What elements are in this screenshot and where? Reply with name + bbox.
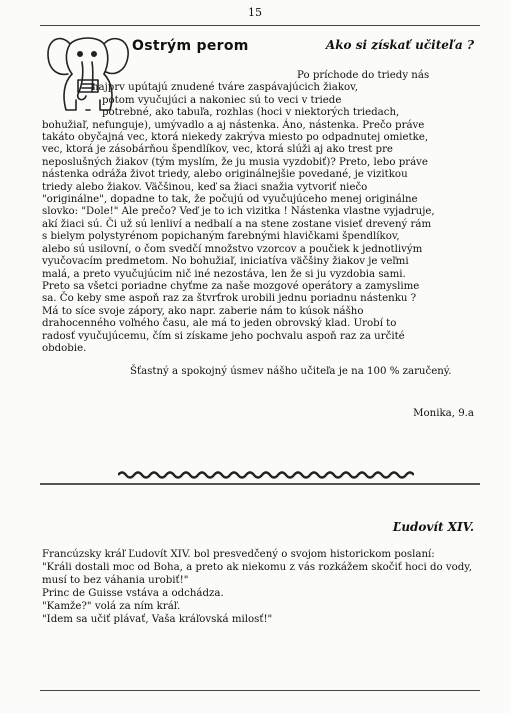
body-line: Preto sa všetci poriadne chyťme za naše mozgové operátory a zamyslime: [42, 280, 420, 292]
article2-paragraph: "Idem sa učiť plávať, Vaša kráľovská milosť!": [42, 614, 273, 625]
column-name: Ostrým perom: [132, 38, 249, 54]
body-line: potom vyučujúci a nakoniec sú to veci v triede: [102, 94, 342, 106]
article2-paragraph: "Kamže?" volá za ním kráľ.: [42, 601, 181, 612]
body-line: takáto obyčajná vec, ktorá niekedy zakrýva miesto po odpadnutej omietke,: [42, 132, 429, 144]
body-line: triedy alebo žiakov. Väčšinou, keď sa žiaci snažia vytvoriť niečo: [42, 181, 368, 193]
body-line: alebo sú usilovní, o čom svedčí množstvo vzorcov a poučiek k jednotlivým: [42, 243, 423, 255]
article2-body: [42, 548, 488, 626]
body-line: akí žiaci sú. Či už sú lenliví a nedbalí a na stene zostane visieť drevený rám: [42, 218, 432, 230]
top-rule: [40, 25, 480, 26]
body-line: slovko: "Dole!" Ale prečo? Veď je to ich vizitka ! Nástenka vlastne vyjadruje,: [42, 206, 435, 218]
wavy-divider: [118, 469, 414, 481]
body-line: s bielym polystyrénom popichaným farebnými hlavičkami špendlíkov,: [42, 231, 400, 243]
page-number: 15: [248, 6, 262, 19]
bottom-rule: [40, 690, 480, 691]
body-line: Má to síce svoje zápory, ako napr. zaberie nám to kúsok nášho: [42, 305, 364, 317]
article2-paragraph: Princ de Guisse vstáva a odchádza.: [42, 588, 224, 599]
body-line: najprv upútajú znudené tváre zaspávajúcich žiakov,: [92, 82, 358, 94]
section-rule: [40, 483, 480, 485]
article2-paragraph: Francúzsky kráľ Ľudovít XIV. bol presvedčený o svojom historickom poslaní:: [42, 549, 435, 560]
body-line: "originálne", dopadne to tak, že počujú od vyučujúceho menej originálne: [42, 194, 418, 206]
body-line: Po príchode do triedy nás: [297, 70, 430, 81]
body-line: malá, a preto vyučujúcim nič iné nezostáva, len že si ju vyzdobia sami.: [42, 268, 406, 280]
body-line: bohužiaľ, nefunguje), umývadlo a aj nástenka. Áno, nástenka. Prečo práve: [42, 119, 425, 131]
body-line: radosť vyučujúcemu, čím si získame jeho pochvalu aspoň raz za určité: [42, 330, 405, 342]
body-line: nástenka odráža život triedy, alebo originálnejšie povedané, je vizitkou: [42, 169, 408, 181]
article2-paragraph: "Králi dostali moc od Boha, a preto ak niekomu z vás rozkážem skočiť hoci do vody, musí to bez váhania urobiť!": [42, 562, 472, 586]
body-line: vec, ktorá je zásobárňou špendlíkov, vec, ktorá slúži aj ako trest pre: [42, 144, 393, 156]
article-body: [42, 70, 484, 355]
body-line: sa. Čo keby sme aspoň raz za štvrťrok urobili jednu poriadnu nástenku ?: [42, 293, 417, 305]
body-line: drahocenného voľného času, ale má to jeden obrovský klad. Urobí to: [42, 318, 397, 330]
article-title: Ako si získať učiteľa ?: [325, 38, 474, 52]
body-line: obdobie.: [42, 342, 87, 354]
author-signature: Monika, 9.a: [413, 408, 474, 419]
closing-sentence: Šťastný a spokojný úsmev nášho učiteľa je na 100 % zaručený.: [130, 366, 452, 377]
article2-title: Ľudovít XIV.: [392, 520, 474, 534]
body-line: vyučovacím predmetom. No bohužiaľ, iniciatíva väčšiny žiakov je veľmi: [42, 256, 409, 268]
body-line: neposlušných žiakov (tým myslím, že ju musia vyzdobiť)? Preto, lebo práve: [42, 156, 428, 168]
body-line: potrebné, ako tabuľa, rozhlas (hoci v niektorých triedach,: [102, 107, 400, 119]
